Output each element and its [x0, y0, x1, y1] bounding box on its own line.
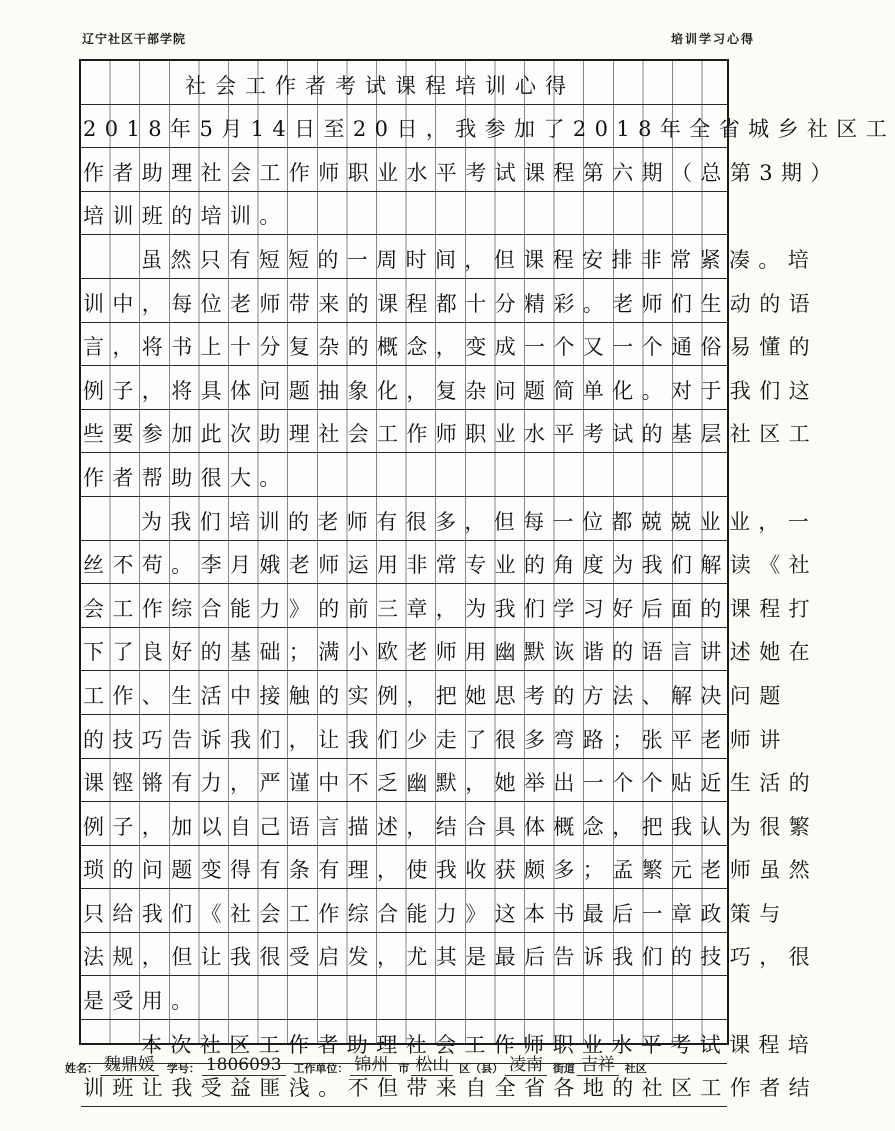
essay-line-text: 工作、生活中接触的实例，把她思考的方法、解决问题 [83, 683, 789, 708]
essay-line-text: 是受用。 [83, 989, 201, 1014]
community-value: 吉祥 [577, 1050, 619, 1076]
name-label: 姓名： [65, 1062, 98, 1075]
essay-line-text: 为我们培训的老师有很多，但每一位都兢兢业业，一 [141, 509, 818, 534]
essay-line-text: 会工作综合能力》的前三章，为我们学习好后面的课程打 [83, 596, 818, 621]
document-title: 培训学习心得 [670, 32, 755, 46]
essay-line [81, 410, 818, 454]
street-value: 凌南 [505, 1050, 547, 1076]
essay-line-text: 课铿锵有力，严谨中不乏幽默，她举出一个个贴近生活的 [83, 771, 818, 796]
essay-line [81, 846, 818, 890]
essay-line [81, 323, 818, 367]
essay-line [81, 802, 818, 846]
essay-line [81, 759, 818, 803]
essay-line-text: 例子，加以自己语言描述，结合具体概念，把我认为很繁 [83, 814, 818, 839]
essay-line-text: 训班让我受益匪浅。不但带来自全省各地的社区工作者结 [83, 1076, 818, 1101]
essay-line-text: 例子，将具体问题抽象化，复杂问题简单化。对于我们这 [83, 378, 818, 403]
essay-line [81, 976, 727, 1020]
street-suffix: 街道 [552, 1062, 575, 1075]
city-suffix: 市 [398, 1062, 410, 1075]
city-value: 锦州 [350, 1050, 392, 1076]
id-value: 1806093 [202, 1055, 286, 1076]
essay-line [81, 541, 818, 585]
essay-line [81, 148, 840, 192]
essay-line [81, 933, 818, 977]
essay-line [81, 715, 789, 759]
essay-line [81, 497, 818, 541]
essay-line [81, 192, 727, 236]
essay-title-text: 社会工作者考试课程培训心得 [185, 73, 575, 98]
id-label: 学号： [166, 1062, 200, 1075]
essay-line-text: 只给我们《社会工作综合能力》这本书最后一章政策与 [83, 901, 789, 926]
essay-line [81, 279, 818, 323]
essay-line-text: 的技巧告诉我们，让我们少走了很多弯路；张平老师讲 [83, 727, 789, 752]
student-info-footer [65, 1050, 750, 1076]
essay-line-text: 训中，每位老师带来的课程都十分精彩。老师们生动的语 [83, 291, 818, 316]
essay-line-text: 作者帮助很大。 [83, 465, 289, 490]
essay-line [81, 628, 818, 672]
essay-line-text: 琐的问题变得有条有理，使我收获颇多；孟繁元老师虽然 [83, 858, 818, 883]
essay-line-text: 法规，但让我很受启发，尤其是最后告诉我们的技巧，很 [83, 945, 818, 970]
essay-line-text: 培训班的培训。 [83, 204, 289, 229]
essay-line [81, 105, 895, 149]
essay-line-text: 些要参加此次助理社会工作师职业水平考试的基层社区工 [83, 422, 818, 447]
community-suffix: 社区 [624, 1062, 647, 1075]
essay-line-text: 2018年5月14日至20日，我参加了2018年全省城乡社区工 [83, 117, 895, 142]
name-value: 魏鼎媛 [100, 1050, 159, 1076]
essay-title-row [81, 61, 727, 105]
essay-line-text: 作者助理社会工作师职业水平考试课程第六期（总第3期） [83, 160, 840, 185]
page-header [82, 30, 755, 52]
essay-line [81, 366, 818, 410]
essay-line [81, 584, 818, 628]
essay-line [81, 671, 789, 715]
essay-line-text: 丝不苟。李月娥老师运用非常专业的角度为我们解读《社 [83, 553, 818, 578]
essay-line-text: 本次社区工作者助理社会工作师职业水平考试课程培 [141, 1032, 818, 1057]
essay-line [81, 453, 727, 497]
essay-line-text: 下了良好的基础；满小欧老师用幽默诙谐的语言讲述她在 [83, 640, 818, 665]
essay-line [81, 889, 789, 933]
essay-line [81, 235, 818, 279]
district-suffix: 区（县） [459, 1062, 504, 1075]
essay-line-text: 言，将书上十分复杂的概念，变成一个又一个通俗易懂的 [83, 335, 818, 360]
work-unit-label: 工作单位： [293, 1062, 349, 1075]
essay-line-text: 虽然只有短短的一周时间，但课程安排非常紧凑。培 [141, 247, 818, 272]
district-value: 松山 [411, 1050, 453, 1076]
school-name: 辽宁社区干部学院 [82, 32, 187, 46]
